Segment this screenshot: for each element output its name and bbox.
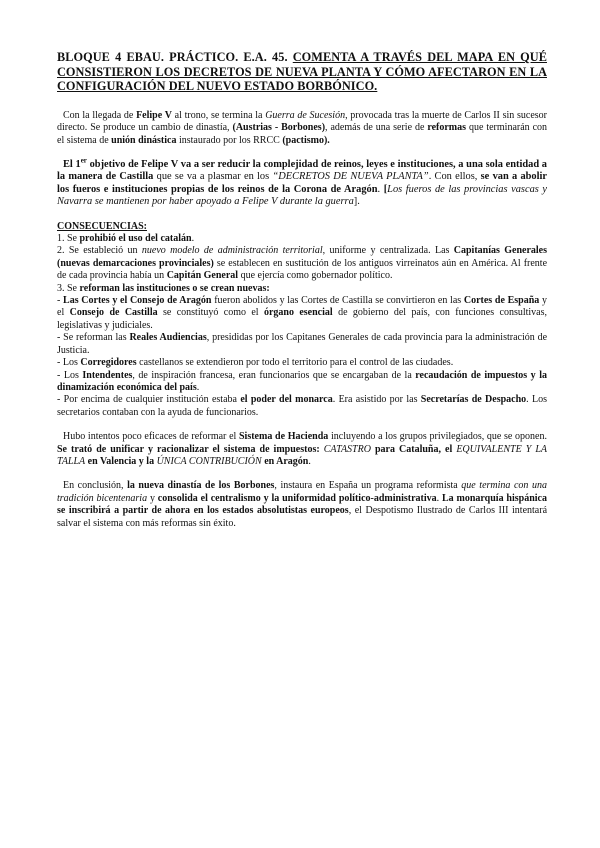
bold-text: para Cataluña, el <box>370 443 453 455</box>
paragraph-conclusion <box>57 480 547 530</box>
text: , instaura en España un programa reformista <box>274 480 462 492</box>
bold-text: La monarquía hispánica se inscribirá a partir de ahora en los estados absolutistas europeos <box>57 492 547 517</box>
text: . Era asistido por las <box>332 394 421 406</box>
text: . <box>196 381 200 393</box>
text: , presididas por los Capitanes Generales de cada provincia para la administración de Justicia. <box>57 332 548 356</box>
text: - Se reforman las <box>57 332 130 344</box>
bold-text: (Austrias - Borbones) <box>232 122 326 134</box>
text: Con la llegada de <box>63 109 137 121</box>
text: se establecen en sustitución de los antiguos virreinatos aún en América. Al frente de cada provincia había un <box>57 257 548 282</box>
text: - Los <box>57 369 83 381</box>
text: se constituyó como el <box>157 307 264 319</box>
text: , el Despotismo Ilustrado de Carlos III intentará salvar el sistema con más reformas sin éxito. <box>57 505 548 529</box>
text: , uniforme y centralizada. Las <box>322 245 454 257</box>
bold-text: Se trató de unificar y racionalizar el sistema de impuestos: <box>57 443 320 455</box>
text: . <box>436 492 442 504</box>
italic-text: “DECRETOS DE NUEVA PLANTA” <box>272 171 429 183</box>
text: y <box>147 492 158 504</box>
text: que terminarán con el sistema de <box>57 122 548 146</box>
text: fueron abolidos y las Cortes de Castilla se convirtieron en las <box>211 295 464 307</box>
paragraph-hacienda <box>57 431 547 468</box>
document-title <box>57 50 547 94</box>
paragraph-introduction <box>57 110 547 147</box>
text: , de inspiración francesa, eran funcionarios que se encargaban de la <box>132 369 416 381</box>
consequence-3-cortes <box>57 295 547 332</box>
text: - Por encima de cualquier institución estaba <box>57 394 241 406</box>
consequence-3-monarca <box>57 394 547 419</box>
italic-text: Guerra de Sucesión <box>265 109 346 121</box>
consequences-heading: CONSECUENCIAS: <box>57 220 148 232</box>
text: . <box>377 183 384 195</box>
text: . <box>308 455 311 467</box>
italic-text: que termina con una tradición bicentenaria <box>57 480 547 504</box>
bold-text: Capitanías Generales (nuevas demarcaciones provinciales) <box>57 245 548 269</box>
bold-text: Felipe V <box>136 109 172 121</box>
text: - Los <box>57 357 81 369</box>
bold-text: Secretarías de Despacho <box>420 394 527 406</box>
bold-text: reforman las instituciones o se crean nuevas: <box>79 282 270 294</box>
text: - <box>57 295 64 307</box>
bold-text: recaudación de impuestos y la dinamización económica del país <box>57 369 547 393</box>
bold-text: en Aragón <box>261 455 309 467</box>
italic-text: EQUIVALENTE Y LA TALLA <box>57 443 547 467</box>
consequence-1 <box>57 233 547 245</box>
superscript: er <box>80 156 87 165</box>
consequence-3-intendentes <box>57 370 547 395</box>
bold-text: objetivo de Felipe V va a ser reducir la complejidad de reinos, leyes e instituciones, a una sola entidad a la manera de Castilla <box>57 159 547 183</box>
title-prefix: BLOQUE 4 EBAU. PRÁCTICO. E.A. 45. <box>57 50 293 64</box>
italic-text: CATASTRO <box>323 443 371 455</box>
text: . Con ellos, <box>428 171 481 183</box>
document-body <box>57 50 547 530</box>
bold-text: órgano esencial <box>263 307 333 319</box>
bold-text: El 1 <box>63 159 81 170</box>
text: 2. Se estableció un <box>57 245 142 257</box>
bold-text: unión dinástica <box>111 134 177 146</box>
text: al trono, se termina la <box>171 109 266 121</box>
text: instaurado por los RRCC <box>176 134 283 146</box>
bold-text: reformas <box>427 122 467 134</box>
consequence-2 <box>57 245 547 282</box>
bold-text: [ <box>383 183 388 195</box>
text: ]. <box>353 196 360 208</box>
text: 3. Se <box>57 282 80 294</box>
bold-text: Capitán General <box>166 270 239 282</box>
bold-text: Cortes de España <box>463 295 540 307</box>
text: , provocada tras la muerte de Carlos II sin sucesor directo. Se produce un cambio de dinastía, <box>57 109 547 134</box>
bold-text: (pactismo). <box>282 134 330 146</box>
bold-text: Intendentes <box>82 369 133 381</box>
text: En conclusión, <box>63 480 128 492</box>
italic-text: Los fueros de las provincias vascas y Navarra se mantienen por haber apoyado a Felipe V durante la guerra <box>57 183 548 208</box>
consequence-3-audiencias <box>57 332 547 357</box>
text: . Los secretarios contaban con la ayuda de funcionarios. <box>57 394 548 418</box>
bold-text: Corregidores <box>80 357 137 369</box>
bold-text: Sistema de Hacienda <box>239 431 329 443</box>
text: . <box>191 233 195 245</box>
text: Hubo intentos poco eficaces de reformar el <box>63 431 239 443</box>
bold-text: el poder del monarca <box>240 394 333 406</box>
text: 1. Se <box>57 233 80 245</box>
text: castellanos se extendieron por todo el territorio para el control de las ciudades. <box>136 357 454 369</box>
italic-text: nuevo modelo de administración territorial <box>141 245 323 257</box>
text: incluyendo a los grupos privilegiados, que se oponen. <box>328 431 548 443</box>
bold-text: se van a abolir los fueros e instituciones propias de los reinos de la Corona de Aragón <box>57 171 548 195</box>
title-question: COMENTA A TRAVÉS DEL MAPA EN QUÉ CONSISTIERON LOS DECRETOS DE NUEVA PLANTA Y CÓMO AFECTARON EN LA CONFIGURACIÓN DEL NUEVO ESTADO BORBÓNICO. <box>57 50 547 94</box>
bold-text: consolida el centralismo y la uniformidad político-administrativa <box>157 492 437 504</box>
bold-text: la nueva dinastía de los Borbones <box>127 480 275 492</box>
bold-text: en Valencia y la <box>85 455 157 467</box>
consequence-3-corregidores <box>57 357 547 369</box>
paragraph-objective <box>57 156 548 209</box>
consequence-3 <box>57 283 547 295</box>
bold-text: Consejo de Castilla <box>69 307 158 319</box>
bold-text: Reales Audiencias <box>129 332 207 344</box>
text: de gobierno del país, con funciones consultivas, legislativas y judiciales. <box>57 307 548 331</box>
bold-text: prohibió el uso del catalán <box>79 233 192 245</box>
text: , además de una serie de <box>325 122 428 134</box>
text: que se va a plasmar en los <box>153 171 273 183</box>
text: que ejercía como gobernador político. <box>238 270 393 282</box>
bold-text: Las Cortes y el Consejo de Aragón <box>63 295 212 307</box>
text: y el <box>57 295 547 319</box>
italic-text: ÚNICA CONTRIBUCIÓN <box>156 455 262 467</box>
